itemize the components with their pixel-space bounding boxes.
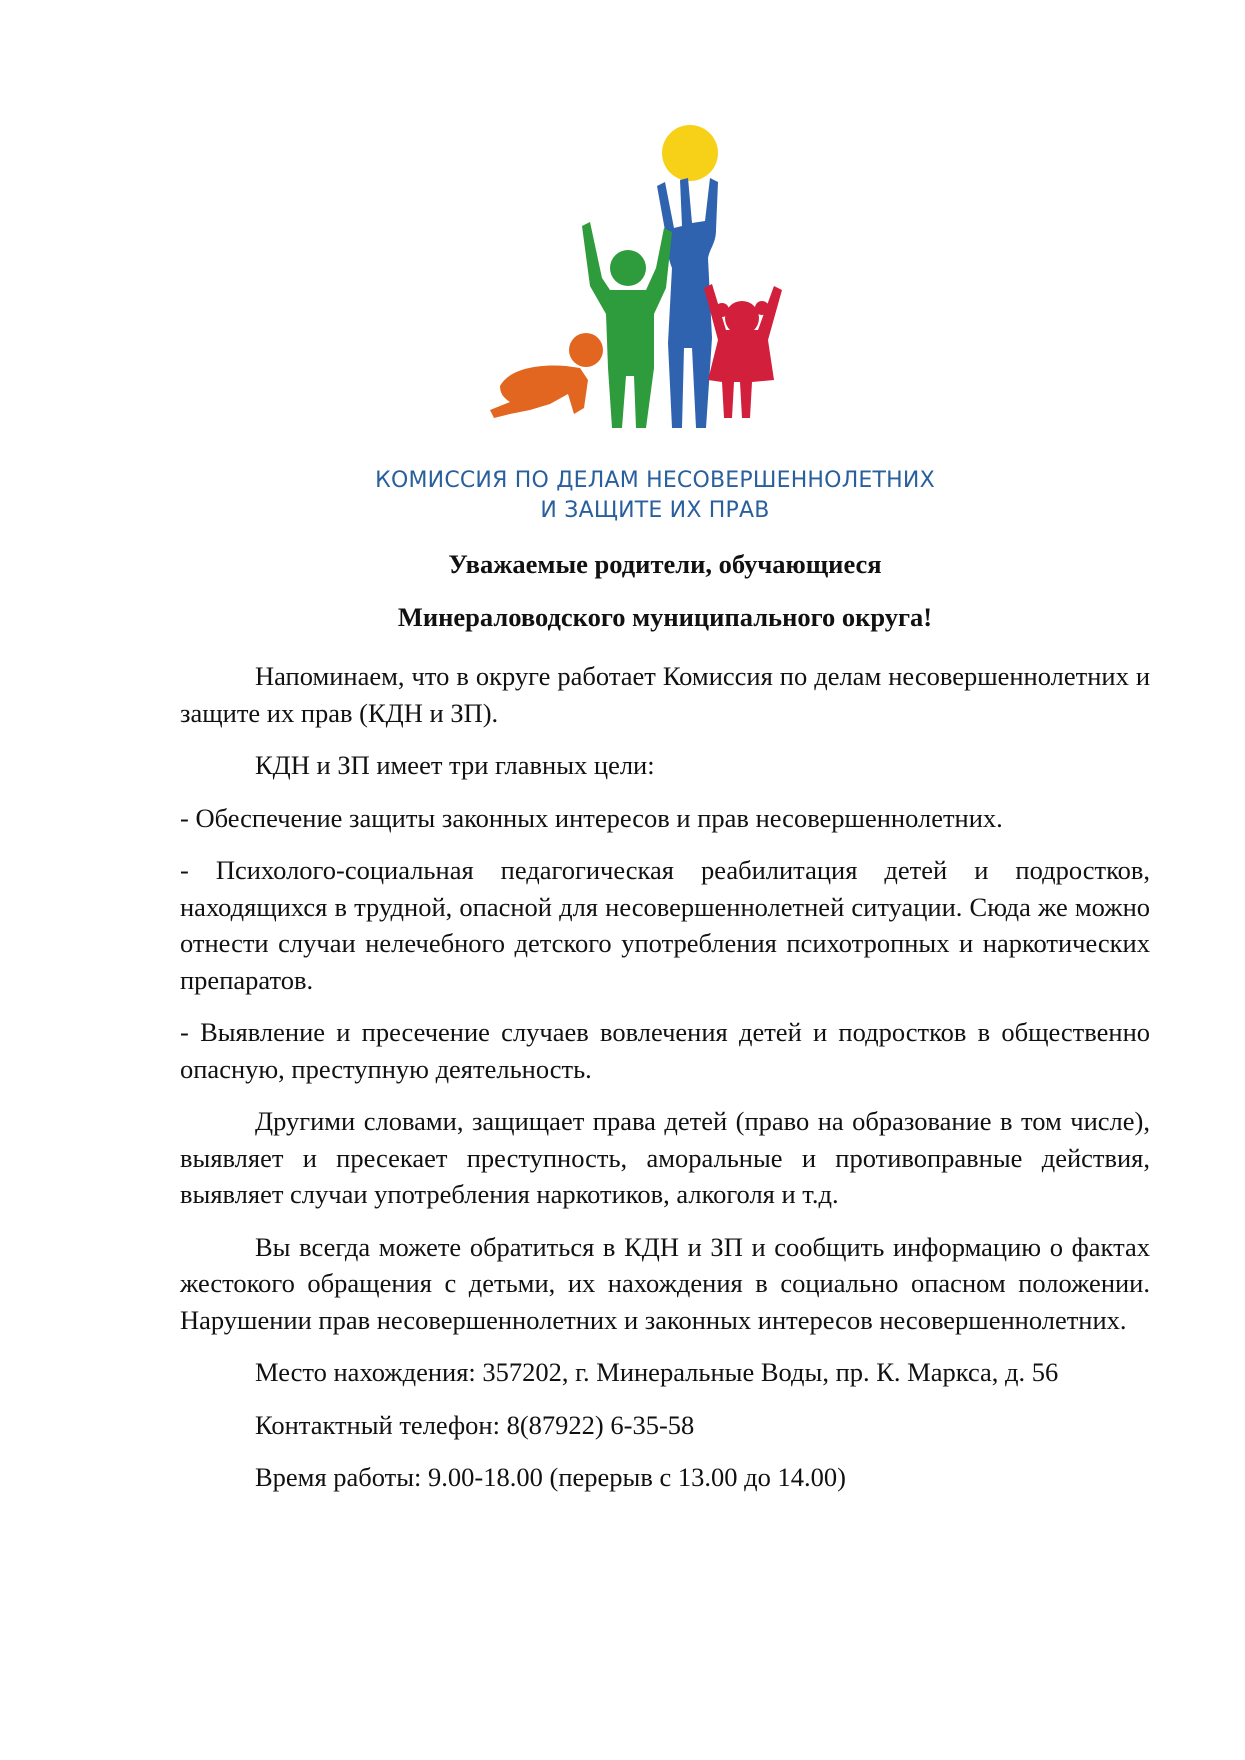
contact-invite-paragraph: Вы всегда можете обратиться в КДН и ЗП и сообщить информацию о фактах жестокого обращения с детьми, их нахождения в социально опасном положении. Нарушении прав несовершеннолетних и законных интересов несовершеннолетних. [180, 1231, 1150, 1335]
commission-logo [470, 118, 970, 448]
document-body [180, 658, 1150, 1512]
baby-figure-icon [490, 333, 603, 418]
heading-line1: Уважаемые родители, обучающиеся [448, 549, 882, 579]
goal-item-2: - Психолого-социальная педагогическая реабилитация детей и подростков, находящихся в трудной, опасной для несовершеннолетней ситуации. Сюда же можно отнести случаи нелечебного детского употребления психотропных и наркотических препаратов. [180, 855, 1150, 995]
goal-item-1: - Обеспечение защиты законных интересов и прав несовершеннолетних. [180, 802, 1003, 833]
address-line: Место нахождения: 357202, г. Минеральные Воды, пр. К. Маркса, д. 56 [255, 1357, 1059, 1387]
phone-line: Контактный телефон: 8(87922) 6-35-58 [255, 1409, 695, 1440]
intro-paragraph: Напоминаем, что в округе работает Комиссия по делам несовершеннолетних и защите их прав (КДН и ЗП). [180, 661, 1150, 728]
hours-line: Время работы: 9.00-18.00 (перерыв с 13.00 до 14.00) [255, 1462, 846, 1492]
heading-line2: Минераловодского муниципального округа! [397, 602, 933, 632]
summary-paragraph: Другими словами, защищает права детей (право на образование в том числе), выявляет и пресекает преступность, аморальные и противоправные действия, выявляет случаи употребления наркотиков, алкоголя и т.д. [180, 1106, 1150, 1209]
goal-item-3: - Выявление и пресечение случаев вовлечения детей и подростков в общественно опасную, преступную деятельность. [180, 1017, 1150, 1084]
children-silhouettes-sun-logo-icon [470, 118, 970, 448]
sun-icon [662, 125, 718, 181]
boy-figure-icon [582, 222, 672, 428]
org-name-line1: КОМИССИЯ ПО ДЕЛАМ НЕСОВЕРШЕННОЛЕТНИХ [375, 468, 935, 493]
org-name-line2: И ЗАЩИТЕ ИХ ПРАВ [540, 498, 770, 523]
girl-figure-icon [704, 284, 782, 418]
goals-intro-paragraph: КДН и ЗП имеет три главных цели: [255, 750, 655, 780]
